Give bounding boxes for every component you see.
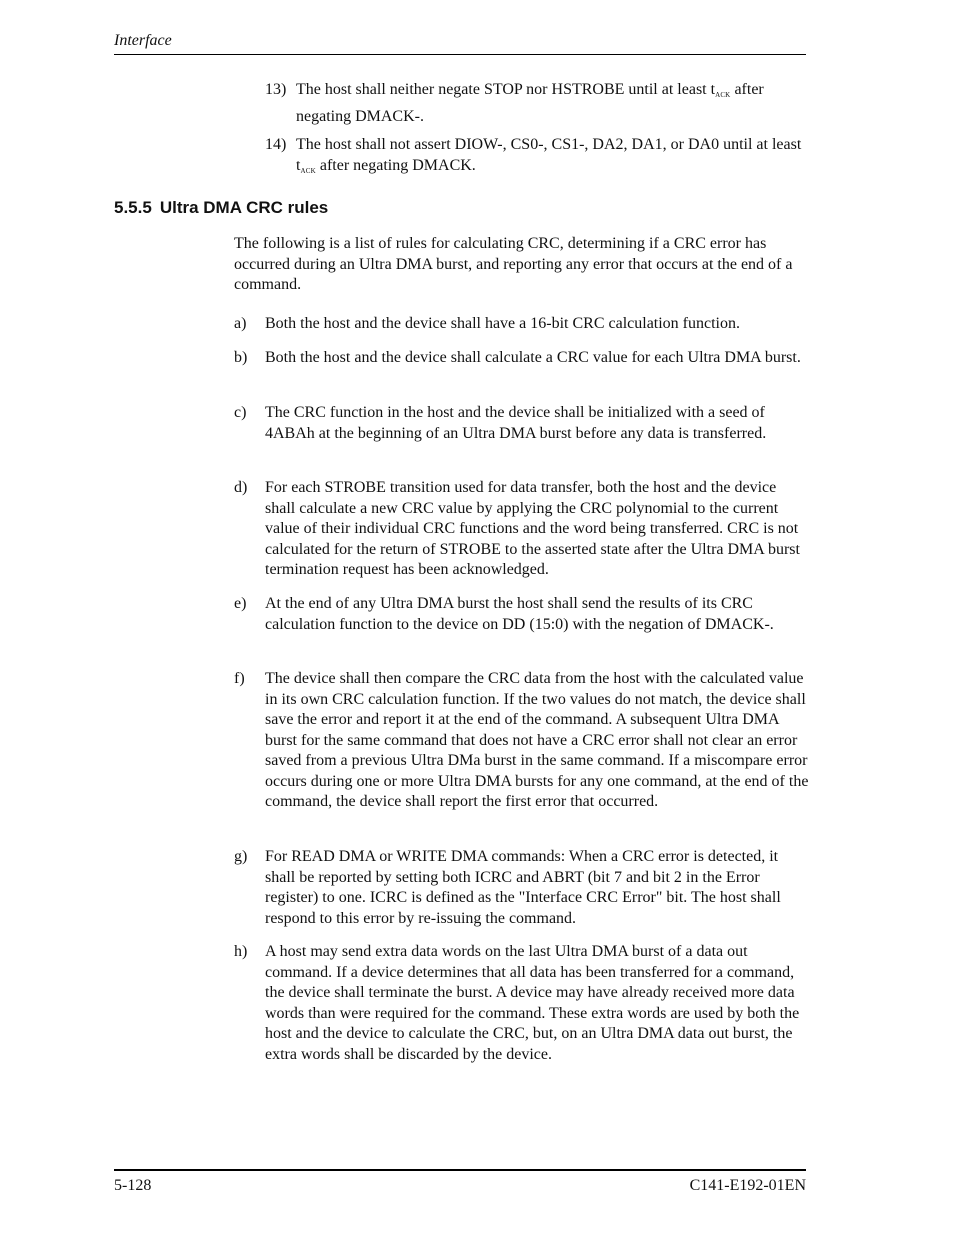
rule-letter: g) xyxy=(234,848,248,865)
rule-letter: f) xyxy=(234,670,245,687)
rule-text: For READ DMA or WRITE DMA commands: When a CRC error is detected, it shall be reported by setting both ICRC and ABRT (bit 7 and bit 2 in the Error register) to one. ICRC is defined as the "Interface CRC Error" bit. The host shall respond to this error by re-issuing the command. xyxy=(265,848,781,927)
item-text: The host shall neither negate STOP nor HSTROBE until at least $t_{ACK}$ after negating DMACK-. xyxy=(296,81,764,125)
rule-letter: h) xyxy=(234,943,248,960)
page-number: 5-128 xyxy=(114,1177,152,1194)
rule-item-a xyxy=(234,314,809,335)
section-number: 5.5.5 xyxy=(114,198,152,217)
section-heading xyxy=(114,198,328,218)
rule-item-d xyxy=(234,478,809,581)
rule-letter: d) xyxy=(234,479,248,496)
rule-text: The device shall then compare the CRC data from the host with the calculated value in its own CRC calculation function. If the two values do not match, the device shall save the error and report it at the end of the command. A subsequent Ultra DMA burst for the same command that does not have a CRC error shall not clear an error saved from a previous Ultra DMa burst in the same command. If a miscompare error occurs during one or more Ultra DMA bursts for any one command, at the end of the command, the device shall report the first error that occurred. xyxy=(265,670,809,810)
footer-divider xyxy=(114,1169,806,1171)
rule-letter: e) xyxy=(234,595,247,612)
subscript: ACK xyxy=(715,91,731,99)
rule-item-b xyxy=(234,348,809,369)
document-id: C141-E192-01EN xyxy=(689,1177,806,1194)
section-intro-paragraph: The following is a list of rules for calculating CRC, determining if a CRC error has occurred during an Ultra DMA burst, and reporting any error that occurs at the end of a command. xyxy=(234,235,793,293)
rule-letter: b) xyxy=(234,349,248,366)
rule-item-f xyxy=(234,669,809,813)
numbered-item-13 xyxy=(265,79,805,127)
rule-text: The CRC function in the host and the device shall be initialized with a seed of 4ABAh at the beginning of an Ultra DMA burst before any data is transferred. xyxy=(265,404,767,442)
rule-text: Both the host and the device shall calculate a CRC value for each Ultra DMA burst. xyxy=(265,349,801,366)
running-header-title: Interface xyxy=(114,32,172,49)
rule-letter: a) xyxy=(234,315,247,332)
item-number: 13) xyxy=(265,81,287,98)
rule-text: Both the host and the device shall have a 16-bit CRC calculation function. xyxy=(265,315,740,332)
rule-text: For each STROBE transition used for data transfer, both the host and the device shall calculate a new CRC value by applying the CRC polynomial to the current value of their individual CRC functions and the word being transferred. CRC is not calculated for the return of STROBE to the asserted state after the Ultra DMA burst termination request has been acknowledged. xyxy=(265,479,800,578)
rule-text: A host may send extra data words on the last Ultra DMA burst of a data out command. If a device determines that all data has been transferred for a command, the device shall terminate the burst. A device may have already received more data words than were required for the command. These extra words are used by both the host and the device to calculate the CRC, but, on an Ultra DMA data out burst, the extra words shall be discarded by the device. xyxy=(265,943,800,1063)
subscript: ACK xyxy=(300,167,316,175)
item-text: The host shall not assert DIOW-, CS0-, CS1-, DA2, DA1, or DA0 until at least $t_{ACK}$ after negating DMACK. xyxy=(296,136,802,175)
section-title: Ultra DMA CRC rules xyxy=(159,198,329,217)
rule-item-g xyxy=(234,847,809,929)
rule-letter: c) xyxy=(234,404,247,421)
header-divider xyxy=(114,54,806,55)
rule-item-h xyxy=(234,942,809,1065)
rule-text: At the end of any Ultra DMA burst the host shall send the results of its CRC calculation function to the device on DD (15:0) with the negation of DMACK-. xyxy=(265,595,774,633)
item-number: 14) xyxy=(265,136,287,153)
rule-item-c xyxy=(234,403,809,444)
numbered-item-14 xyxy=(265,134,805,182)
rule-item-e xyxy=(234,594,809,635)
